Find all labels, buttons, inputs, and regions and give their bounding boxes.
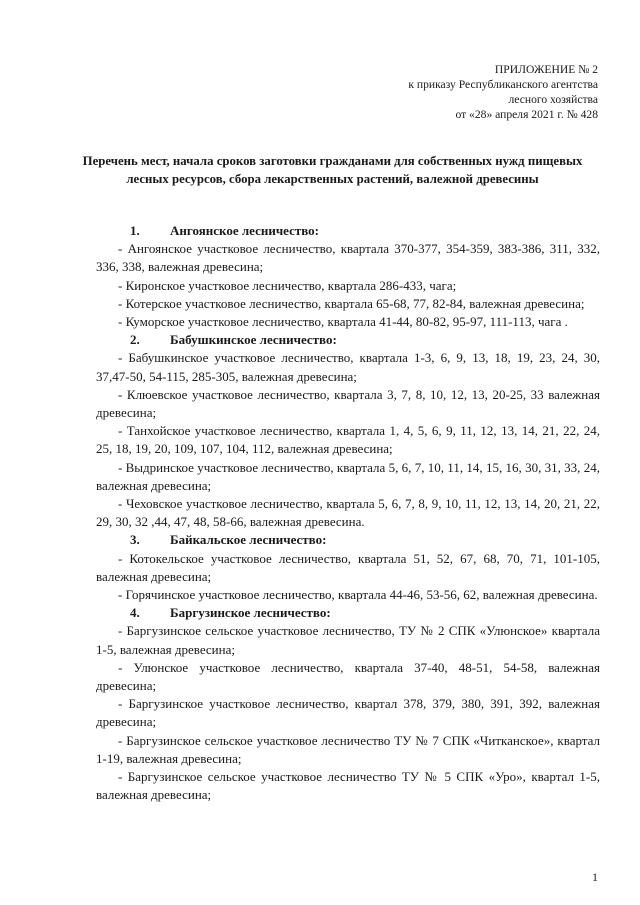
list-item: - Улюнское участковое лесничество, квартала 37-40, 48-51, 54-58, валежная древесина; [96, 659, 600, 694]
list-item: - Баргузинское участковое лесничество, квартал 378, 379, 380, 391, 392, валежная древесина; [96, 696, 600, 730]
section-heading [96, 222, 600, 240]
list-item: - Киронское участковое лесничество, квартала 286-433, чага; [118, 277, 457, 293]
list-item: - Ангоянское участковое лесничество, квартала 370-377, 354-359, 383-386, 311, 332, 336, 338, валежная древесина; [96, 241, 600, 275]
list-item: - Баргузинское сельское участковое лесничество, ТУ № 2 СПК «Улюнское» квартала 1-5, валежная древесина; [96, 623, 600, 657]
section-number: 1. [130, 223, 140, 238]
section-name: Ангоянское лесничество: [170, 223, 319, 238]
list-item: - Котерское участковое лесничество, квартала 65-68, 77, 82-84, валежная древесина; [118, 295, 585, 311]
list-item: - Выдринское участковое лесничество, квартала 5, 6, 7, 10, 11, 14, 15, 16, 30, 31, 33, 24, валежная древесина; [96, 459, 600, 493]
list-item: - Бабушкинское участковое лесничество, квартала 1-3, 6, 9, 13, 18, 19, 23, 24, 30, 37,47-50, 54-115, 285-305, валежная древесина; [96, 350, 600, 384]
header-order-line: к приказу Республиканского агентства [408, 78, 598, 91]
list-item: - Котокельское участковое лесничество, квартала 51, 52, 67, 68, 70, 71, 101-105, валежная древесина; [96, 550, 600, 584]
list-item: - Баргузинское сельское участковое лесничество ТУ № 5 СПК «Уро», квартал 1-5, валежная древесина; [96, 769, 600, 803]
list-item: - Танхойское участковое лесничество, квартала 1, 4, 5, 6, 9, 11, 12, 13, 14, 21, 22, 24, 25, 18, 19, 20, 109, 107, 104, 112, валежная древесина; [96, 423, 600, 457]
section-number: 2. [130, 332, 140, 348]
section-heading [96, 604, 600, 622]
header-agency-line: лесного хозяйства [508, 93, 598, 106]
header-date-line: от «28» апреля 2021 г. № 428 [455, 108, 598, 121]
document-body [96, 222, 600, 805]
section-heading [96, 531, 600, 549]
list-item: - Горячинское участковое лесничество, квартала 44-46, 53-56, 62, валежная древесина. [118, 587, 598, 603]
header-block [268, 62, 598, 122]
section-heading [96, 331, 600, 349]
header-appendix: ПРИЛОЖЕНИЕ № 2 [494, 63, 598, 76]
section-name: Бабушкинское лесничество: [170, 332, 337, 348]
list-item: - Баргузинское сельское участковое лесничество ТУ № 7 СПК «Читканское», квартал 1-19, валежная древесина; [96, 732, 600, 766]
document-title: Перечень мест, начала сроков заготовки гражданами для собственных нужд пищевых лесных ресурсов, сбора лекарственных растений, валежной древесины [82, 154, 583, 186]
list-item: - Чеховское участковое лесничество, квартала 5, 6, 7, 8, 9, 10, 11, 12, 13, 14, 20, 21, 22, 29, 30, 32 ,44, 47, 48, 58-66, валежная древесина. [96, 496, 600, 530]
section-name: Байкальское лесничество: [170, 532, 327, 548]
section-name: Баргузинское лесничество: [170, 605, 331, 621]
page-number: 1 [592, 870, 598, 884]
section-number: 4. [130, 605, 140, 621]
list-item: - Куморское участковое лесничество, квартала 41-44, 80-82, 95-97, 111-113, чага . [118, 314, 568, 330]
section-number: 3. [130, 532, 140, 548]
list-item: - Клюевское участковое лесничество, квартала 3, 7, 8, 10, 12, 13, 20-25, 33 валежная древесина; [96, 386, 600, 421]
